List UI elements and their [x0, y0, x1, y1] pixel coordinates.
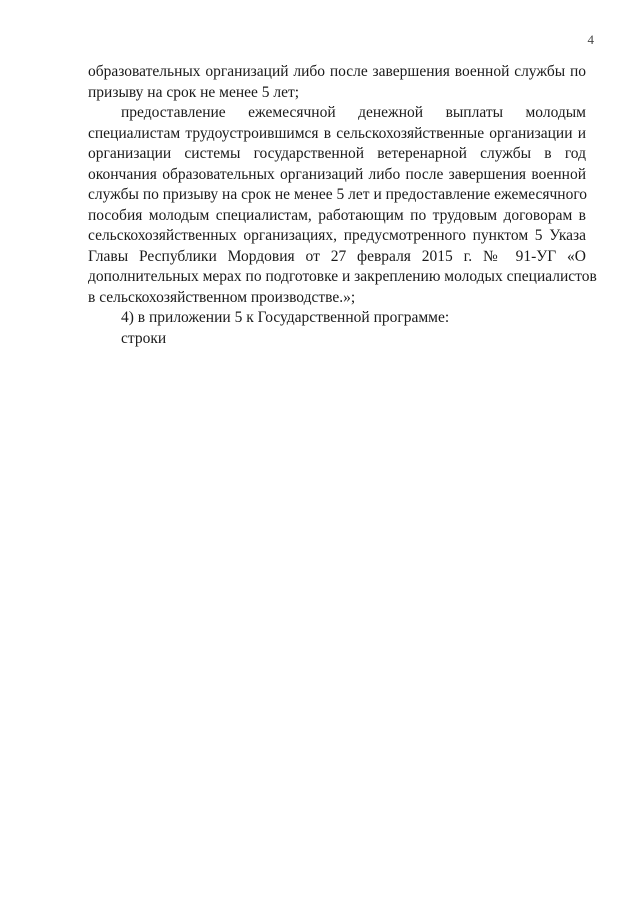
text-line-9: сельскохозяйственных организациях, предусмотренного пунктом 5 Указа	[88, 227, 586, 244]
text-line-6: окончания образовательных организаций либо после завершения военной	[88, 165, 586, 183]
text-line-14: строки	[121, 329, 167, 347]
text-line-3: предоставление ежемесячной денежной выплаты молодым	[121, 104, 586, 121]
text-line-2: призыву на срок не менее 5 лет;	[88, 83, 300, 101]
text-line-5: организации системы государственной ветеренарной службы в год	[88, 145, 586, 162]
text-line-13: 4) в приложении 5 к Государственной программе:	[121, 309, 450, 326]
text-line-4: специалистам трудоустроившимся в сельскохозяйственные организации и	[88, 124, 586, 142]
text-line-7: службы по призыву на срок не менее 5 лет и предоставление ежемесячного	[88, 186, 588, 203]
text-line-8: пособия молодым специалистам, работающим по трудовым договорам в	[88, 206, 586, 224]
text-line-10: Главы Республики Мордовия от 27 февраля 2015 г. № 91-УГ «О	[88, 247, 586, 265]
page-number: 4	[587, 32, 594, 47]
text-line-1: образовательных организаций либо после завершения военной службы по	[88, 63, 586, 80]
document-body	[88, 62, 597, 349]
text-line-11: дополнительных мерах по подготовке и закреплению молодых специалистов	[88, 268, 597, 285]
text-line-12: в сельскохозяйственном производстве.»;	[88, 288, 356, 306]
